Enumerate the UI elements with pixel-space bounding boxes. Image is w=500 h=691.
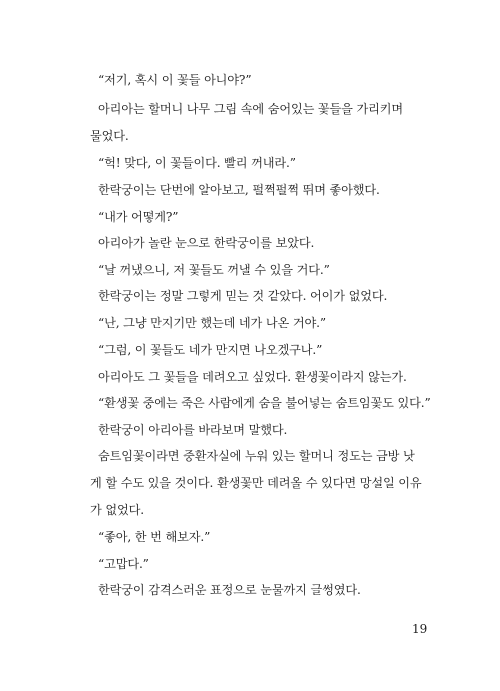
text-line: “좋아, 한 번 해보자.” <box>98 530 211 544</box>
text-line: 아리아가 놀란 눈으로 한락궁이를 보았다. <box>98 236 315 250</box>
text-line: 물었다. <box>90 129 129 143</box>
text-line: 게 할 수도 있을 것이다. 환생꽃만 데려올 수 있다면 망설일 이유 <box>90 476 422 490</box>
text-line: “저기, 혹시 이 꽃들 아니야?” <box>98 73 252 87</box>
text-line: 숨트임꽃이라면 중환자실에 누워 있는 할머니 정도는 금방 낫 <box>98 449 415 463</box>
text-line: 한락궁이는 정말 그렇게 믿는 것 같았다. 어이가 없었다. <box>98 289 388 303</box>
text-line: 가 없었다. <box>90 503 144 517</box>
text-line: 한락궁이 아리아를 바라보며 말했다. <box>98 423 288 437</box>
text-line: 한락궁이 감격스러운 표정으로 눈물까지 글썽였다. <box>98 583 361 597</box>
page-number: 19 <box>412 622 428 636</box>
text-line: “고맙다.” <box>98 557 149 571</box>
text-line: “내가 어떻게?” <box>98 210 179 224</box>
text-line: “날 꺼냈으니, 저 꽃들도 꺼낼 수 있을 거다.” <box>98 263 330 277</box>
text-line: “그럼, 이 꽃들도 네가 만지면 나오겠구나.” <box>98 343 323 357</box>
text-line: “난, 그냥 만지기만 했는데 네가 나온 거야.” <box>98 316 326 330</box>
text-line: 한락궁이는 단번에 알아보고, 펄쩍펄쩍 뛰며 좋아했다. <box>98 183 380 197</box>
text-line: 아리아도 그 꽃들을 데려오고 싶었다. 환생꽃이라지 않는가. <box>98 370 407 384</box>
text-line: “환생꽃 중에는 죽은 사람에게 숨을 불어넣는 숨트임꽃도 있다.” <box>98 396 431 410</box>
text-line: 아리아는 할머니 나무 그림 속에 숨어있는 꽃들을 가리키며 <box>98 102 404 116</box>
text-line: “헉! 맞다, 이 꽃들이다. 빨리 꺼내라.” <box>98 156 296 170</box>
